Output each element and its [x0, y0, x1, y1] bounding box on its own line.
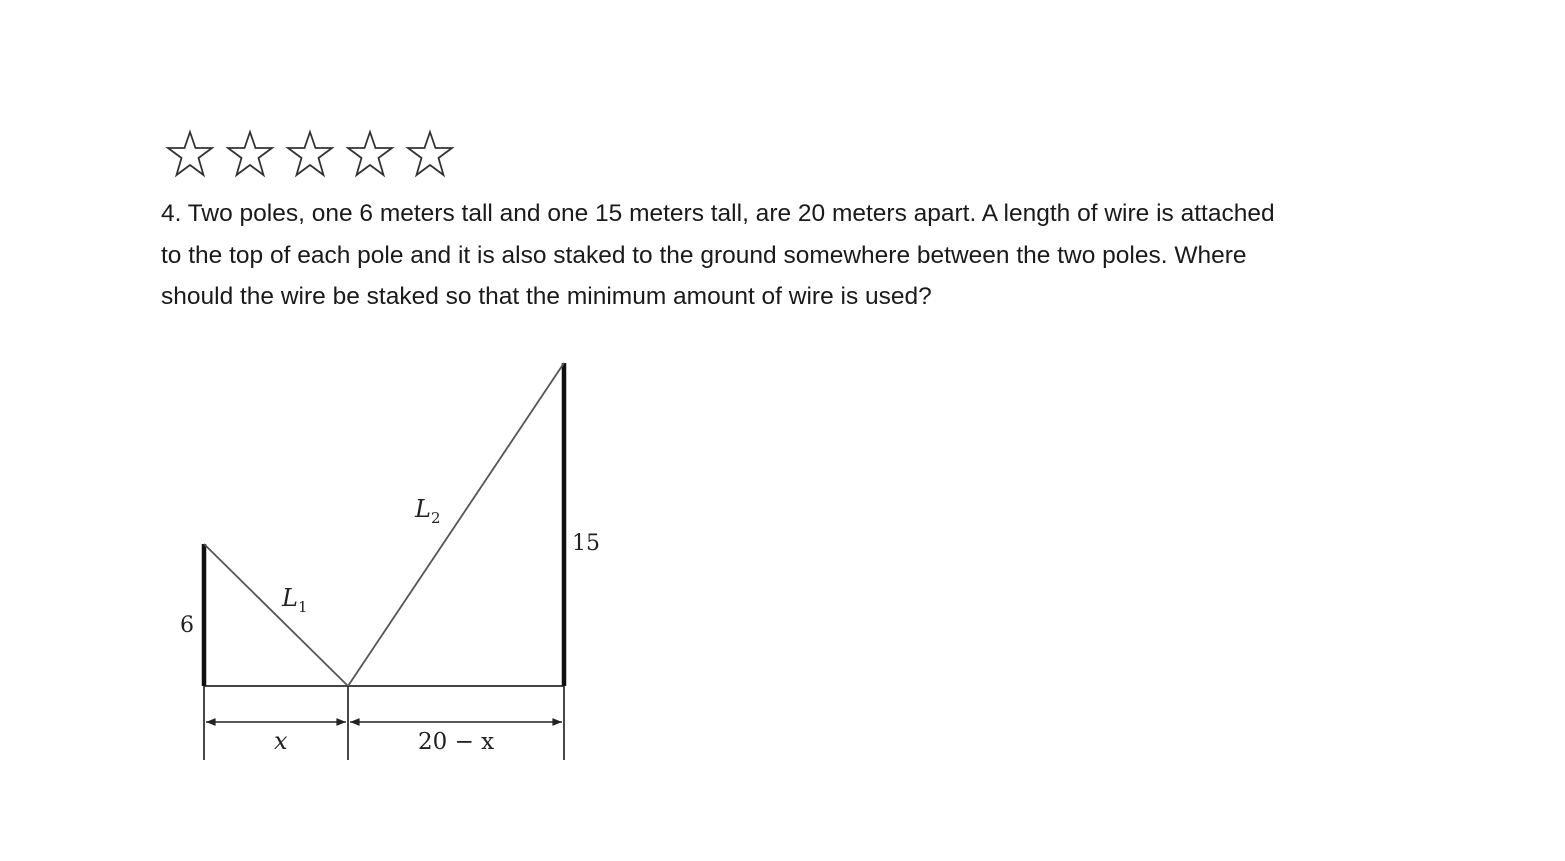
- wire-l1-subscript: 1: [297, 598, 308, 616]
- distance-x-label: x: [274, 727, 288, 755]
- problem-line: should the wire be staked so that the minimum amount of wire is used?: [161, 283, 932, 310]
- outline-star-icon: [160, 124, 220, 184]
- outline-star-icon: [280, 124, 340, 184]
- problem-line: 4. Two poles, one 6 meters tall and one 15 meters tall, are 20 meters apart. A length of wire is attached: [161, 200, 1275, 227]
- right-pole-height-label: 15: [572, 531, 600, 556]
- wire-l2-letter: L: [415, 495, 431, 523]
- poles-wire-diagram: [160, 350, 620, 770]
- wire-l2-label: [414, 495, 440, 527]
- wire-l2-subscript: 2: [430, 509, 441, 527]
- wire-l2: [348, 363, 564, 686]
- wire-l1-label: [281, 584, 307, 616]
- distance-20-minus-x-label: 20 − x: [418, 729, 495, 755]
- wire-l1-letter: L: [282, 584, 298, 612]
- outline-star-icon: [400, 124, 460, 184]
- problem-line: to the top of each pole and it is also staked to the ground somewhere between the two poles. Where: [161, 241, 1247, 269]
- problem-text: [161, 193, 1421, 318]
- outline-star-icon: [220, 124, 280, 184]
- outline-star-icon: [340, 124, 400, 184]
- difficulty-rating: [160, 124, 460, 184]
- wire-l1: [204, 544, 348, 686]
- left-pole-height-label: 6: [180, 613, 194, 638]
